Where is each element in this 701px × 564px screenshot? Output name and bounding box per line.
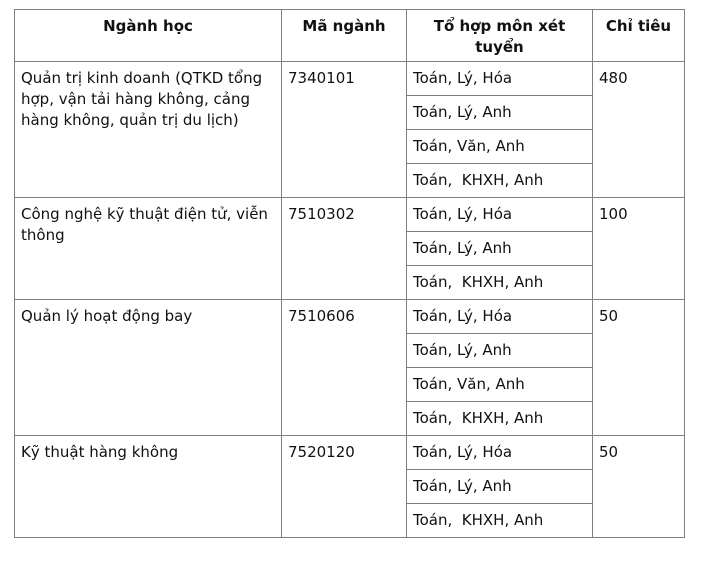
combination-cell: Toán, Lý, Anh <box>407 470 593 504</box>
combination-cell: Toán, KHXH, Anh <box>407 266 593 300</box>
quota-cell: 480 <box>593 62 685 198</box>
combination-cell: Toán, KHXH, Anh <box>407 164 593 198</box>
header-code: Mã ngành <box>282 10 407 62</box>
combination-cell: Toán, Lý, Anh <box>407 96 593 130</box>
header-row <box>15 10 685 62</box>
major-name: Quản lý hoạt động bay <box>15 300 282 436</box>
table-row <box>15 436 685 470</box>
table-row <box>15 300 685 334</box>
combination-cell: Toán, Lý, Hóa <box>407 300 593 334</box>
combination-cell: Toán, Văn, Anh <box>407 368 593 402</box>
table-row <box>15 62 685 96</box>
table-row <box>15 198 685 232</box>
quota-cell: 100 <box>593 198 685 300</box>
major-name: Quản trị kinh doanh (QTKD tổng hợp, vận tải hàng không, cảng hàng không, quản trị du lịch) <box>15 62 282 198</box>
major-code: 7510606 <box>282 300 407 436</box>
combination-cell: Toán, KHXH, Anh <box>407 504 593 538</box>
combination-cell: Toán, Lý, Anh <box>407 334 593 368</box>
combination-cell: Toán, Lý, Hóa <box>407 198 593 232</box>
major-code: 7510302 <box>282 198 407 300</box>
header-major: Ngành học <box>15 10 282 62</box>
header-quota: Chỉ tiêu <box>593 10 685 62</box>
header-combination: Tổ hợp môn xét tuyển <box>407 10 593 62</box>
major-code: 7520120 <box>282 436 407 538</box>
combination-cell: Toán, KHXH, Anh <box>407 402 593 436</box>
major-code: 7340101 <box>282 62 407 198</box>
major-name: Kỹ thuật hàng không <box>15 436 282 538</box>
combination-cell: Toán, Lý, Anh <box>407 232 593 266</box>
combination-cell: Toán, Văn, Anh <box>407 130 593 164</box>
admissions-table <box>14 9 685 538</box>
major-name: Công nghệ kỹ thuật điện tử, viễn thông <box>15 198 282 300</box>
quota-cell: 50 <box>593 300 685 436</box>
combination-cell: Toán, Lý, Hóa <box>407 436 593 470</box>
quota-cell: 50 <box>593 436 685 538</box>
combination-cell: Toán, Lý, Hóa <box>407 62 593 96</box>
